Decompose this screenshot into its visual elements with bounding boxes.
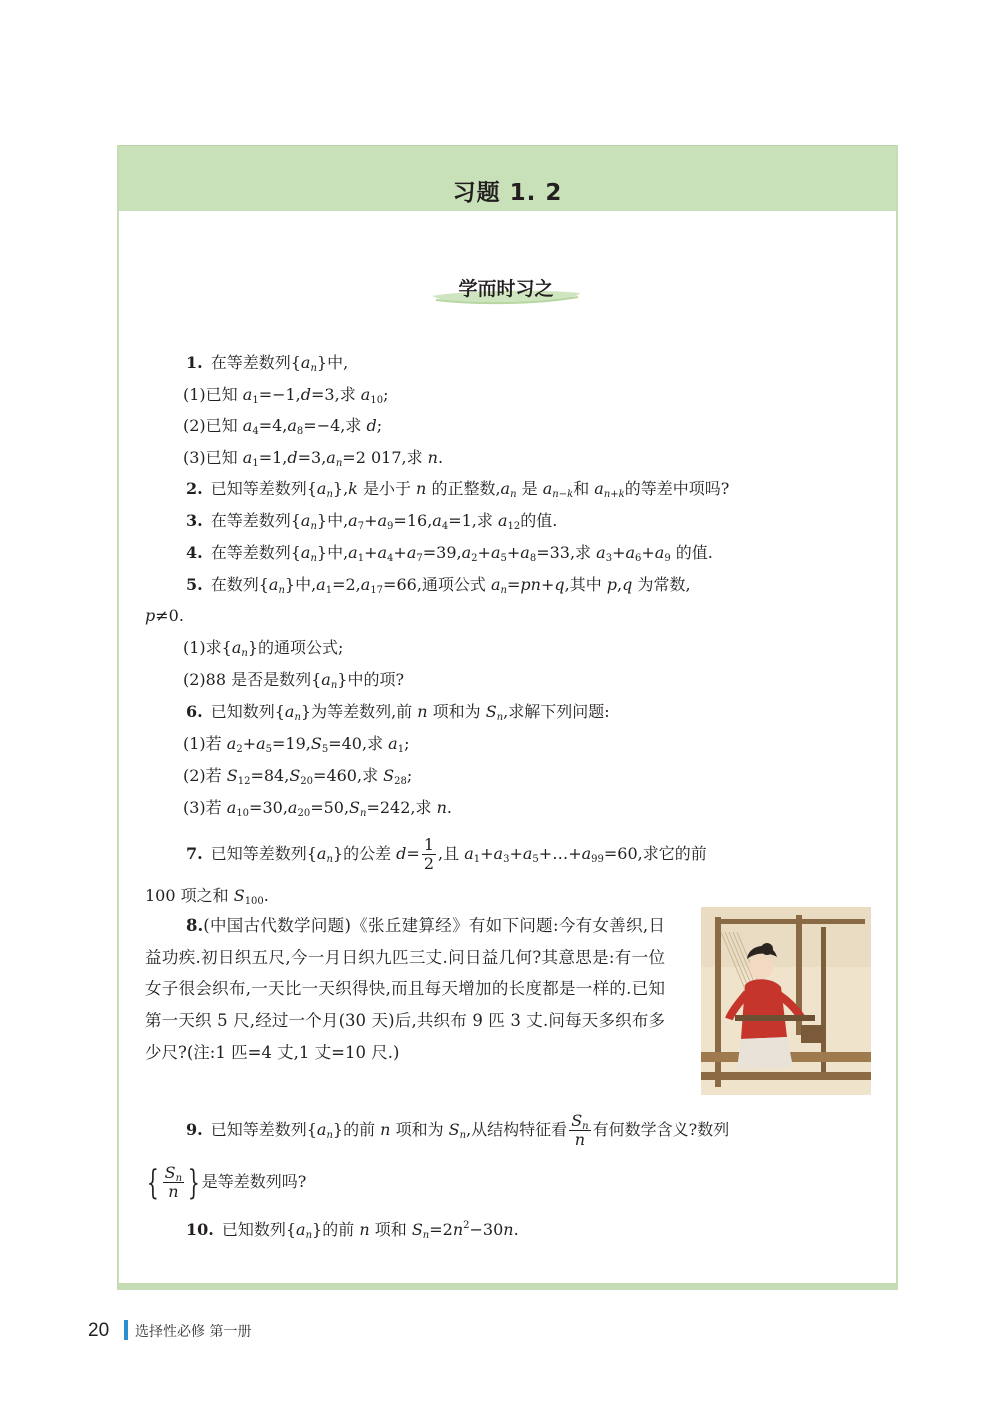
problem-3: 3. 在等差数列$\{a_n\}$中$,a_7+a_9=16,a_4=1$,求 $a_{12}$的值. [186,511,558,532]
problem-1-part-1: (1)已知 $a_1=-1,d=3$,求 $a_{10}$; [183,385,389,406]
problem-7-line-2: 100 项之和 $S_{100}$. [145,886,269,907]
problem-5-part-1: (1)求$\{a_n\}$的通项公式; [183,638,344,659]
problem-1-stem: 1. 在等差数列$\{a_n\}$中, [186,353,349,374]
problem-1-part-3: (3)已知 $a_1=1,d=3,a_n=2$ 017,求 n. [183,448,444,469]
problem-6-part-1: (1)若 $a_2+a_5=19,S_5=40$,求 $a_1$; [183,734,410,755]
problem-5-part-2: (2)88 是否是数列$\{a_n\}$中的项? [183,670,405,691]
problem-9-line-1: 9. 已知等差数列$\{a_n\}$的前 n 项和为 $S_n$,从结构特征看 $\frac{S_n}{n}$ 有何数学含义?数列 [186,1111,730,1149]
subheading-text: 学而时习之 [458,278,554,300]
problem-4: 4. 在等差数列$\{a_n\}$中$,a_1+a_4+a_7=39,a_2+a_5+a_8=33$,求 $a_3+a_6+a_9$ 的值. [186,543,713,564]
problem-1-part-2: (2)已知 $a_4=4,a_8=-4$,求 d; [183,416,383,437]
problem-8 [145,910,665,1069]
weaving-woman-illustration [701,907,871,1095]
page-number: 20 [88,1320,110,1341]
book-title: 选择性必修 第一册 [135,1324,252,1340]
problem-5-line-2: p≠0. [145,606,184,625]
problem-2: 2. 已知等差数列$\{a_n\},k$ 是小于 n 的正整数$,a_n$ 是 $a_{n-k}$和 $a_{n+k}$的等差中项吗? [186,479,730,500]
title-band [119,145,896,211]
fraction-Sn-over-n: $\frac{S_n}{n}$ [571,1111,589,1149]
problem-7-line-1: 7. 已知等差数列$\{a_n\}$的公差 d= $\frac{1}{2}$ ,且 $a_1+a_3+a_5+\dots+a_{99}=60$,求它的前 [186,835,707,873]
problem-8-text: (中国古代数学问题)《张丘建算经》有如下问题:今有女善织,日益功疾.初日织五尺,今一月日织九匹三丈.问日益几何?其意思是:有一位女子很会织布,一天比一天织得快,而且每天增加的长度都是一样的.已知第一天织 5 尺,经过一个月(30 天)后,共织布 9 匹 3 丈.问每天多织布多少尺?(注:1 匹=4 丈,1 丈=10 尺.) [145,916,665,1062]
exercise-title: 习题 1. 2 [452,180,563,206]
fraction-one-half: $\frac{1}{2}$ [423,835,435,873]
footer-accent-bar [124,1320,128,1340]
problem-6-stem: 6. 已知数列$\{a_n\}$为等差数列,前 n 项和为 $S_n$,求解下列问题: [186,702,610,723]
fraction-Sn-over-n-sequence: $\frac{S_n}{n}$ [164,1163,183,1201]
problem-8-number: 8. [186,916,204,935]
problem-6-part-3: (3)若 $a_{10}=30,a_{20}=50,S_n=242$,求 n. [183,798,452,819]
problem-5-line-1: 5. 在数列$\{a_n\}$中$,a_1=2,a_{17}=66$,通项公式 $a_n=pn+q$,其中 p,q 为常数, [186,575,691,596]
problem-9-line-2: { $\frac{S_n}{n}$ } 是等差数列吗? [146,1162,307,1203]
problem-6-part-2: (2)若 $S_{12}=84,S_{20}=460$,求 $S_{28}$; [183,766,413,787]
section-subheading [428,268,584,306]
problem-10: 10. 已知数列$\{a_n\}$的前 n 项和 $S_n=2n^2-30n$. [186,1220,519,1241]
